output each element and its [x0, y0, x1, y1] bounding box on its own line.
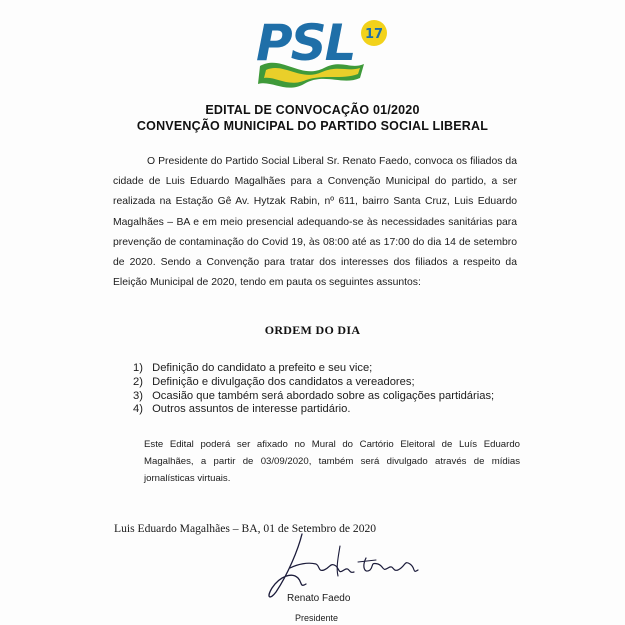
psl-logo: [252, 10, 392, 92]
document-title: EDITAL DE CONVOCAÇÃO 01/2020: [205, 103, 420, 117]
convocation-text: O Presidente do Partido Social Liberal Sr. Renato Faedo, convoca os filiados da cidade de Luis Eduardo Magalhães para a Convenção Municipal do partido, a ser realizada na Estação Gê Av. Hytzak Rabin, nº 611, bairro Santa Cruz, Luis Eduardo Magalhães – BA e em meio presencial adequando-se às necessidades sanitárias para prevenção de contaminação do Covid 19, às 08:00 até as 17:00 do dia 14 de setembro de 2020. Sendo a Convenção para tratar dos interesses dos filiados a respeito da Eleição Municipal de 2020, tendo em pauta os seguintes assuntos:: [113, 156, 517, 289]
publication-notice: Este Edital poderá ser afixado no Mural do Cartório Eleitoral de Luís Eduardo Magalhães, a partir de 03/09/2020, também será divulgado através de mídias jornalísticas virtuais.: [144, 439, 520, 484]
place-and-date: Luis Eduardo Magalhães – BA, 01 de Setembro de 2020: [114, 522, 377, 535]
agenda-item: [133, 376, 494, 390]
agenda-title: ORDEM DO DIA: [264, 323, 361, 337]
agenda-item: [133, 390, 494, 404]
agenda-item-number: 4): [133, 403, 143, 416]
document-subtitle: CONVENÇÃO MUNICIPAL DO PARTIDO SOCIAL LIBERAL: [136, 119, 489, 133]
agenda-item-number: 1): [133, 362, 143, 374]
agenda-item: [133, 403, 494, 417]
convocation-paragraph: [113, 152, 517, 293]
agenda-item-text: Ocasião que também será abordado sobre as coligações partidárias;: [152, 389, 495, 402]
logo-number: 17: [364, 27, 384, 42]
agenda-item-number: 3): [133, 389, 143, 402]
signer-role: Presidente: [295, 613, 339, 623]
agenda-item-number: 2): [133, 375, 143, 388]
agenda-list: [133, 362, 494, 417]
logo-letters: PSL: [256, 14, 355, 72]
signer-name: Renato Faedo: [287, 593, 351, 604]
agenda-item-text: Outros assuntos de interesse partidário.: [152, 403, 351, 416]
agenda-item: [133, 362, 494, 376]
agenda-item-text: Definição e divulgação dos candidatos a vereadores;: [152, 375, 415, 388]
agenda-item-text: Definição do candidato a prefeito e seu vice;: [152, 362, 373, 374]
